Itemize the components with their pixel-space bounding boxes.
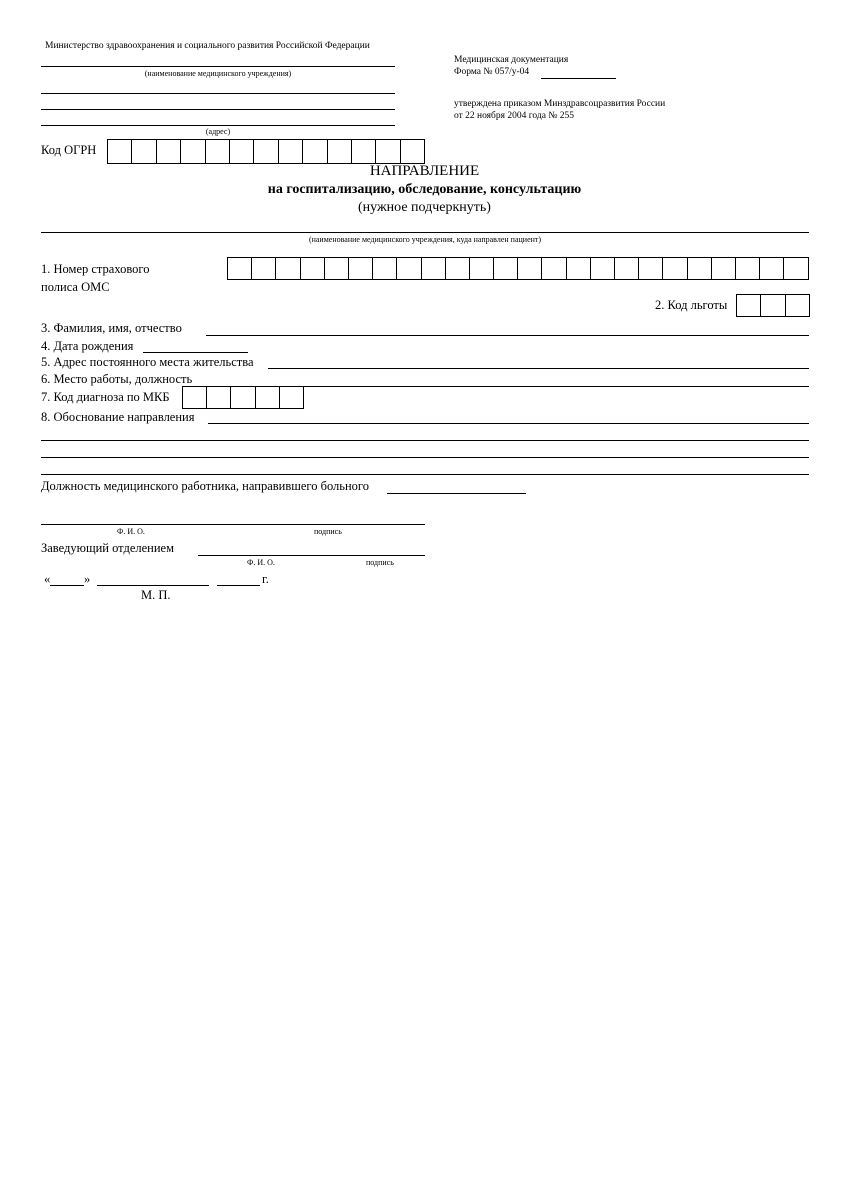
doctor-signature-line[interactable] bbox=[41, 524, 425, 525]
policy-digit-box[interactable] bbox=[252, 258, 276, 279]
benefit-digit-box[interactable] bbox=[761, 295, 785, 316]
address-line-2[interactable] bbox=[41, 125, 395, 126]
icd-digit-box[interactable] bbox=[183, 387, 207, 408]
ogrn-digit-box[interactable] bbox=[328, 140, 352, 163]
address-label: 5. Адрес постоянного места жительства bbox=[41, 355, 254, 369]
sign-caption-2: подпись bbox=[366, 558, 394, 567]
destination-caption: (наименование медицинского учреждения, куда направлен пациент) bbox=[308, 235, 542, 244]
position-line[interactable] bbox=[387, 493, 526, 494]
ogrn-digit-box[interactable] bbox=[376, 140, 400, 163]
form-number: Форма № 057/у-04 bbox=[454, 67, 530, 77]
policy-digit-box[interactable] bbox=[591, 258, 615, 279]
policy-digit-box[interactable] bbox=[760, 258, 784, 279]
quote-open: « bbox=[44, 572, 51, 586]
document-title: НАПРАВЛЕНИЕ bbox=[369, 163, 480, 179]
position-label: Должность медицинского работника, направившего больного bbox=[41, 479, 369, 493]
form-extra-line[interactable] bbox=[541, 78, 616, 79]
ministry-name: Министерство здравоохранения и социального развития Российской Федерации bbox=[45, 41, 370, 51]
address-caption: (адрес) bbox=[205, 127, 231, 136]
reason-line-3[interactable] bbox=[41, 457, 809, 458]
sign-caption-1: подпись bbox=[314, 527, 342, 536]
policy-digit-box[interactable] bbox=[422, 258, 446, 279]
benefit-digit-box[interactable] bbox=[737, 295, 761, 316]
policy-digit-box[interactable] bbox=[373, 258, 397, 279]
benefit-code-input[interactable] bbox=[736, 294, 810, 317]
ogrn-digit-box[interactable] bbox=[303, 140, 327, 163]
benefit-digit-box[interactable] bbox=[786, 295, 810, 316]
institution-name-line[interactable] bbox=[41, 66, 395, 67]
policy-digit-box[interactable] bbox=[276, 258, 300, 279]
med-doc-label: Медицинская документация bbox=[454, 55, 569, 65]
icd-label: 7. Код диагноза по МКБ bbox=[41, 390, 170, 404]
policy-digit-box[interactable] bbox=[325, 258, 349, 279]
address-line[interactable] bbox=[268, 368, 809, 369]
icd-digit-box[interactable] bbox=[207, 387, 231, 408]
fio-caption-1: Ф. И. О. bbox=[117, 527, 145, 536]
month-line[interactable] bbox=[97, 585, 209, 586]
policy-digit-box[interactable] bbox=[446, 258, 470, 279]
year-suffix: г. bbox=[262, 572, 269, 586]
ogrn-digit-box[interactable] bbox=[206, 140, 230, 163]
day-line[interactable] bbox=[50, 585, 84, 586]
ogrn-digit-box[interactable] bbox=[279, 140, 303, 163]
fio-line[interactable] bbox=[206, 335, 809, 336]
policy-digit-box[interactable] bbox=[518, 258, 542, 279]
fio-caption-2: Ф. И. О. bbox=[247, 558, 275, 567]
reason-line-4[interactable] bbox=[41, 474, 809, 475]
document-subtitle: на госпитализацию, обследование, консультацию bbox=[267, 182, 582, 197]
policy-digit-box[interactable] bbox=[349, 258, 373, 279]
birth-label: 4. Дата рождения bbox=[41, 339, 134, 353]
ogrn-digit-box[interactable] bbox=[157, 140, 181, 163]
policy-digit-box[interactable] bbox=[736, 258, 760, 279]
ogrn-digit-box[interactable] bbox=[230, 140, 254, 163]
policy-digit-box[interactable] bbox=[663, 258, 687, 279]
address-line-1[interactable] bbox=[41, 109, 395, 110]
ogrn-digit-box[interactable] bbox=[181, 140, 205, 163]
reason-line-2[interactable] bbox=[41, 440, 809, 441]
ogrn-label: Код ОГРН bbox=[41, 143, 97, 157]
year-line[interactable] bbox=[217, 585, 260, 586]
policy-digit-box[interactable] bbox=[639, 258, 663, 279]
policy-label-2: полиса ОМС bbox=[41, 280, 110, 294]
stamp-label: М. П. bbox=[141, 588, 171, 602]
ogrn-digit-box[interactable] bbox=[254, 140, 278, 163]
policy-digit-box[interactable] bbox=[542, 258, 566, 279]
reason-line-1[interactable] bbox=[208, 423, 809, 424]
approved-line-1: утверждена приказом Минздравсоцразвития России bbox=[454, 99, 666, 109]
head-of-department-label: Заведующий отделением bbox=[41, 541, 175, 555]
policy-digit-box[interactable] bbox=[615, 258, 639, 279]
icd-digit-box[interactable] bbox=[231, 387, 255, 408]
benefit-label: 2. Код льготы bbox=[655, 298, 728, 312]
policy-label: 1. Номер страхового bbox=[41, 262, 150, 276]
policy-digit-box[interactable] bbox=[228, 258, 252, 279]
ogrn-digit-box[interactable] bbox=[132, 140, 156, 163]
policy-digit-box[interactable] bbox=[784, 258, 808, 279]
policy-digit-box[interactable] bbox=[301, 258, 325, 279]
reason-label: 8. Обоснование направления bbox=[41, 410, 195, 424]
icd-digit-box[interactable] bbox=[280, 387, 304, 408]
underline-note: (нужное подчеркнуть) bbox=[358, 200, 491, 215]
policy-number-input[interactable] bbox=[227, 257, 809, 280]
ogrn-digit-box[interactable] bbox=[401, 140, 425, 163]
birth-date-line[interactable] bbox=[143, 352, 248, 353]
policy-digit-box[interactable] bbox=[494, 258, 518, 279]
policy-digit-box[interactable] bbox=[567, 258, 591, 279]
ogrn-digit-box[interactable] bbox=[352, 140, 376, 163]
policy-digit-box[interactable] bbox=[712, 258, 736, 279]
quote-close: » bbox=[84, 572, 91, 586]
policy-digit-box[interactable] bbox=[688, 258, 712, 279]
destination-line[interactable] bbox=[41, 232, 809, 233]
head-signature-line[interactable] bbox=[198, 555, 425, 556]
ogrn-digit-box[interactable] bbox=[108, 140, 132, 163]
fio-label: 3. Фамилия, имя, отчество bbox=[41, 321, 182, 335]
ogrn-input[interactable] bbox=[107, 139, 425, 164]
policy-digit-box[interactable] bbox=[397, 258, 421, 279]
institution-line-2[interactable] bbox=[41, 93, 395, 94]
policy-digit-box[interactable] bbox=[470, 258, 494, 279]
approved-line-2: от 22 ноября 2004 года № 255 bbox=[454, 111, 575, 121]
icd-code-input[interactable] bbox=[182, 386, 304, 409]
institution-caption: (наименование медицинского учреждения) bbox=[144, 69, 292, 78]
icd-digit-box[interactable] bbox=[256, 387, 280, 408]
work-label: 6. Место работы, должность bbox=[41, 372, 193, 386]
